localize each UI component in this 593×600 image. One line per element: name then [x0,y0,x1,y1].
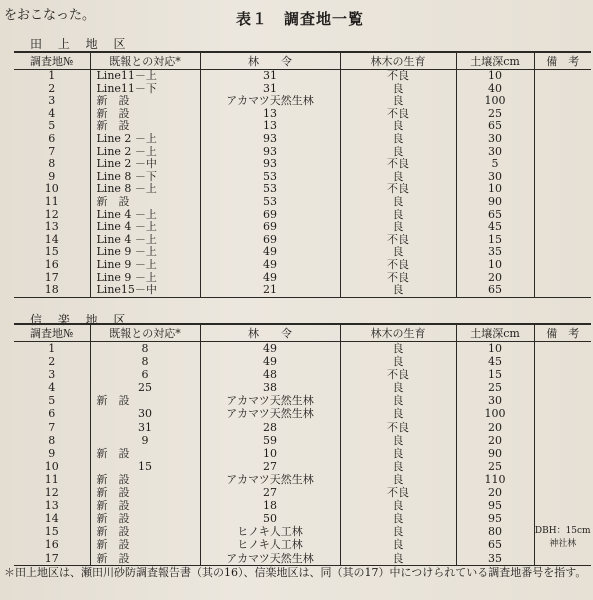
cell-growth: 良 [340,95,456,108]
cell-soil-depth: 10 [456,70,534,83]
cell-soil-depth: 30 [456,394,534,407]
table-header-row [14,324,591,342]
cell-relation: 新 設 [90,538,200,551]
cell-stand-age: 49 [200,272,340,285]
cell-remarks [534,259,591,272]
cell-relation: Line 8 －上 [90,183,200,196]
cell-stand-age: 27 [200,486,340,499]
cell-growth: 良 [340,552,456,566]
cell-site-no: 14 [14,512,90,525]
table-row [14,512,591,525]
cell-site-no: 14 [14,234,90,247]
cell-relation: 新 設 [90,473,200,486]
cell-remarks [534,246,591,259]
cell-site-no: 17 [14,272,90,285]
cell-remarks [534,368,591,381]
table-row [14,368,591,381]
cell-stand-age: アカマツ天然生林 [200,552,340,566]
cell-growth: 不良 [340,234,456,247]
cell-relation: 新 設 [90,552,200,566]
cell-growth: 良 [340,499,456,512]
header-relation: 既報との対応* [90,324,200,342]
cell-remarks [534,381,591,394]
cell-growth: 良 [340,246,456,259]
cell-stand-age: 28 [200,421,340,434]
cell-growth: 良 [340,355,456,368]
cell-remarks [534,394,591,407]
cell-soil-depth: 65 [456,120,534,133]
cell-site-no: 6 [14,407,90,420]
cell-soil-depth: 10 [456,183,534,196]
cell-remarks [534,221,591,234]
table-row [14,209,591,222]
header-stand-age: 林 令 [200,324,340,342]
cell-remarks: DBH：15cm [534,526,591,537]
cell-soil-depth: 20 [456,272,534,285]
cell-site-no: 16 [14,259,90,272]
header-site-no: 調査地№ [14,52,90,70]
cell-site-no: 15 [14,246,90,259]
table-row [14,460,591,473]
cell-site-no: 7 [14,146,90,159]
cell-relation: 31 [90,421,200,434]
cell-growth: 良 [340,209,456,222]
cell-soil-depth: 5 [456,158,534,171]
cell-site-no: 18 [14,284,90,297]
cell-site-no: 11 [14,196,90,209]
cell-soil-depth: 80 [456,525,534,538]
cell-site-no: 2 [14,83,90,96]
cell-site-no: 1 [14,70,90,83]
cell-stand-age: 59 [200,434,340,447]
cell-soil-depth: 95 [456,499,534,512]
cell-site-no: 4 [14,108,90,121]
cell-remarks [534,209,591,222]
cell-soil-depth: 65 [456,284,534,297]
cell-relation: 8 [90,342,200,356]
cell-growth: 良 [340,146,456,159]
cell-relation: 新 設 [90,196,200,209]
table-row [14,434,591,447]
table-row [14,171,591,184]
cell-growth: 不良 [340,70,456,83]
cell-relation: Line 2 －上 [90,146,200,159]
cell-soil-depth: 100 [456,407,534,420]
cell-soil-depth: 15 [456,368,534,381]
table-body-tagami [14,70,591,298]
header-site-no: 調査地№ [14,324,90,342]
cell-remarks [534,355,591,368]
cell-soil-depth: 15 [456,234,534,247]
cell-site-no: 15 [14,525,90,538]
cell-relation: Line 4 －上 [90,234,200,247]
cell-stand-age: 49 [200,259,340,272]
table-row [14,133,591,146]
cell-stand-age: 10 [200,447,340,460]
header-soil-depth: 土壌深cm [456,324,534,342]
table-row [14,394,591,407]
cell-site-no: 4 [14,381,90,394]
cell-remarks [534,70,591,83]
cell-relation: 6 [90,368,200,381]
district-label-tagami: 田 上 地 区 [30,37,132,51]
table-row [14,183,591,196]
cell-relation: 新 設 [90,486,200,499]
cell-stand-age: ヒノキ人工林 [200,525,340,538]
cell-stand-age: 93 [200,133,340,146]
cell-stand-age: 31 [200,70,340,83]
cell-growth: 良 [340,171,456,184]
cell-remarks [534,460,591,473]
cell-relation: Line 9 －上 [90,246,200,259]
cell-stand-age: 53 [200,196,340,209]
cell-growth: 良 [340,381,456,394]
cell-stand-age: 69 [200,234,340,247]
cell-remarks [534,499,591,512]
table-row [14,95,591,108]
cell-growth: 不良 [340,158,456,171]
cell-remarks [534,284,591,297]
cell-soil-depth: 40 [456,83,534,96]
table-row [14,120,591,133]
cell-site-no: 3 [14,368,90,381]
intro-text: をおこなった。 [4,8,96,23]
survey-table-tagami [14,51,591,298]
cell-relation: 8 [90,355,200,368]
cell-growth: 良 [340,473,456,486]
cell-relation: 新 設 [90,512,200,525]
cell-site-no: 5 [14,120,90,133]
cell-site-no: 16 [14,538,90,551]
cell-soil-depth: 65 [456,538,534,551]
cell-stand-age: 53 [200,183,340,196]
header-growth: 林木の生育 [340,52,456,70]
cell-growth: 良 [340,120,456,133]
cell-growth: 不良 [340,108,456,121]
table-row [14,108,591,121]
cell-growth: 良 [340,512,456,525]
cell-relation: Line 2 －中 [90,158,200,171]
cell-relation: Line 8 －下 [90,171,200,184]
cell-stand-age: 13 [200,108,340,121]
cell-remarks [534,272,591,285]
table-row [14,246,591,259]
table-header-row [14,52,591,70]
cell-remarks [534,234,591,247]
cell-remarks [534,108,591,121]
cell-stand-age: 18 [200,499,340,512]
cell-stand-age: 69 [200,209,340,222]
cell-relation: 30 [90,407,200,420]
table-title: 表１ 調査地一覧 [236,10,365,28]
table-row [14,486,591,499]
cell-site-no: 5 [14,394,90,407]
cell-remarks [534,95,591,108]
cell-relation: 25 [90,381,200,394]
cell-remarks [534,473,591,486]
cell-soil-depth: 90 [456,196,534,209]
cell-growth: 良 [340,460,456,473]
cell-stand-age: 93 [200,158,340,171]
cell-remarks [534,407,591,420]
cell-stand-age: 49 [200,355,340,368]
table-row [14,381,591,394]
cell-soil-depth: 20 [456,421,534,434]
cell-soil-depth: 100 [456,95,534,108]
cell-relation: Line11－下 [90,83,200,96]
cell-growth: 不良 [340,183,456,196]
cell-soil-depth: 95 [456,512,534,525]
cell-soil-depth: 30 [456,146,534,159]
cell-remarks [534,552,591,566]
cell-stand-age: アカマツ天然生林 [200,394,340,407]
cell-site-no: 13 [14,221,90,234]
cell-soil-depth: 20 [456,434,534,447]
table-row [14,234,591,247]
cell-relation: 新 設 [90,447,200,460]
cell-site-no: 13 [14,499,90,512]
cell-stand-age: 48 [200,368,340,381]
table-row [14,272,591,285]
cell-soil-depth: 30 [456,171,534,184]
cell-growth: 良 [340,525,456,538]
header-soil-depth: 土壌深cm [456,52,534,70]
cell-stand-age: 38 [200,381,340,394]
cell-soil-depth: 65 [456,209,534,222]
cell-growth: 良 [340,83,456,96]
cell-growth: 不良 [340,486,456,499]
cell-stand-age: ヒノキ人工林 [200,538,340,551]
table-row [14,284,591,297]
cell-stand-age: 50 [200,512,340,525]
cell-soil-depth: 25 [456,108,534,121]
cell-soil-depth: 35 [456,246,534,259]
cell-site-no: 10 [14,183,90,196]
cell-relation: 9 [90,434,200,447]
footnote: ＊田上地区は、瀬田川砂防調査報告書（其の16）、信楽地区は、同（其の17）中につけられている調査地番号を指す。 [4,566,587,579]
cell-relation: 新 設 [90,120,200,133]
cell-remarks [534,421,591,434]
cell-soil-depth: 10 [456,342,534,356]
cell-soil-depth: 25 [456,460,534,473]
cell-remarks [534,171,591,184]
table-row [14,259,591,272]
table-row [14,70,591,83]
cell-soil-depth: 25 [456,381,534,394]
cell-growth: 良 [340,447,456,460]
cell-remarks [534,146,591,159]
cell-growth: 良 [340,538,456,551]
cell-remarks [534,133,591,146]
cell-stand-age: 53 [200,171,340,184]
cell-growth: 良 [340,394,456,407]
cell-growth: 不良 [340,259,456,272]
table-row [14,447,591,460]
cell-remarks [534,158,591,171]
cell-growth: 不良 [340,368,456,381]
cell-relation: Line 9 －上 [90,272,200,285]
cell-relation: Line 4 －上 [90,221,200,234]
cell-soil-depth: 110 [456,473,534,486]
cell-relation: Line11－上 [90,70,200,83]
table-row [14,407,591,420]
table-row [14,196,591,209]
table-row [14,473,591,486]
cell-soil-depth: 20 [456,486,534,499]
cell-remarks [534,512,591,525]
cell-relation: Line 2 －上 [90,133,200,146]
table-row [14,552,591,566]
header-relation: 既報との対応* [90,52,200,70]
table-row [14,499,591,512]
table-row [14,221,591,234]
header-stand-age: 林 令 [200,52,340,70]
cell-relation: Line15－中 [90,284,200,297]
cell-site-no: 3 [14,95,90,108]
table-row [14,355,591,368]
cell-site-no: 1 [14,342,90,356]
table-row [14,538,591,551]
cell-growth: 良 [340,342,456,356]
cell-stand-age: 21 [200,284,340,297]
cell-remarks [534,342,591,356]
header-remarks: 備 考 [534,52,591,70]
cell-site-no: 8 [14,158,90,171]
table-row [14,421,591,434]
cell-growth: 良 [340,196,456,209]
cell-relation: 新 設 [90,525,200,538]
cell-site-no: 2 [14,355,90,368]
table-body-shigaraki [14,342,591,566]
cell-remarks [534,196,591,209]
cell-growth: 良 [340,133,456,146]
cell-remarks [534,486,591,499]
cell-relation: Line 4 －上 [90,209,200,222]
district-label-shigaraki: 信 楽 地 区 [30,313,132,327]
cell-stand-age: アカマツ天然生林 [200,407,340,420]
table-row [14,146,591,159]
cell-stand-age: 31 [200,83,340,96]
cell-relation: 新 設 [90,108,200,121]
cell-relation: 新 設 [90,394,200,407]
cell-site-no: 12 [14,486,90,499]
cell-remarks [534,447,591,460]
header-remarks: 備 考 [534,324,591,342]
cell-site-no: 10 [14,460,90,473]
cell-site-no: 8 [14,434,90,447]
cell-soil-depth: 35 [456,552,534,566]
cell-stand-age: アカマツ天然生林 [200,473,340,486]
cell-growth: 不良 [340,272,456,285]
cell-soil-depth: 30 [456,133,534,146]
cell-site-no: 12 [14,209,90,222]
cell-stand-age: 13 [200,120,340,133]
cell-remarks [534,183,591,196]
cell-relation: 新 設 [90,95,200,108]
table-row [14,525,591,538]
cell-remarks [534,83,591,96]
cell-growth: 良 [340,221,456,234]
table-row [14,158,591,171]
cell-remarks [534,434,591,447]
cell-soil-depth: 90 [456,447,534,460]
cell-remarks [534,120,591,133]
survey-table-shigaraki [14,323,591,566]
cell-site-no: 11 [14,473,90,486]
cell-relation: Line 9 －上 [90,259,200,272]
cell-stand-age: アカマツ天然生林 [200,95,340,108]
cell-stand-age: 49 [200,246,340,259]
table-row [14,342,591,356]
cell-site-no: 7 [14,421,90,434]
cell-stand-age: 49 [200,342,340,356]
table-row [14,83,591,96]
cell-stand-age: 93 [200,146,340,159]
cell-site-no: 9 [14,447,90,460]
cell-site-no: 17 [14,552,90,566]
cell-relation: 新 設 [90,499,200,512]
header-growth: 林木の生育 [340,324,456,342]
cell-soil-depth: 10 [456,259,534,272]
cell-site-no: 9 [14,171,90,184]
cell-soil-depth: 45 [456,221,534,234]
cell-stand-age: 27 [200,460,340,473]
cell-growth: 不良 [340,421,456,434]
cell-relation: 15 [90,460,200,473]
cell-growth: 良 [340,407,456,420]
cell-stand-age: 69 [200,221,340,234]
cell-growth: 良 [340,434,456,447]
cell-site-no: 6 [14,133,90,146]
cell-remarks: 神社林 [549,539,577,550]
cell-growth: 良 [340,284,456,297]
cell-soil-depth: 45 [456,355,534,368]
